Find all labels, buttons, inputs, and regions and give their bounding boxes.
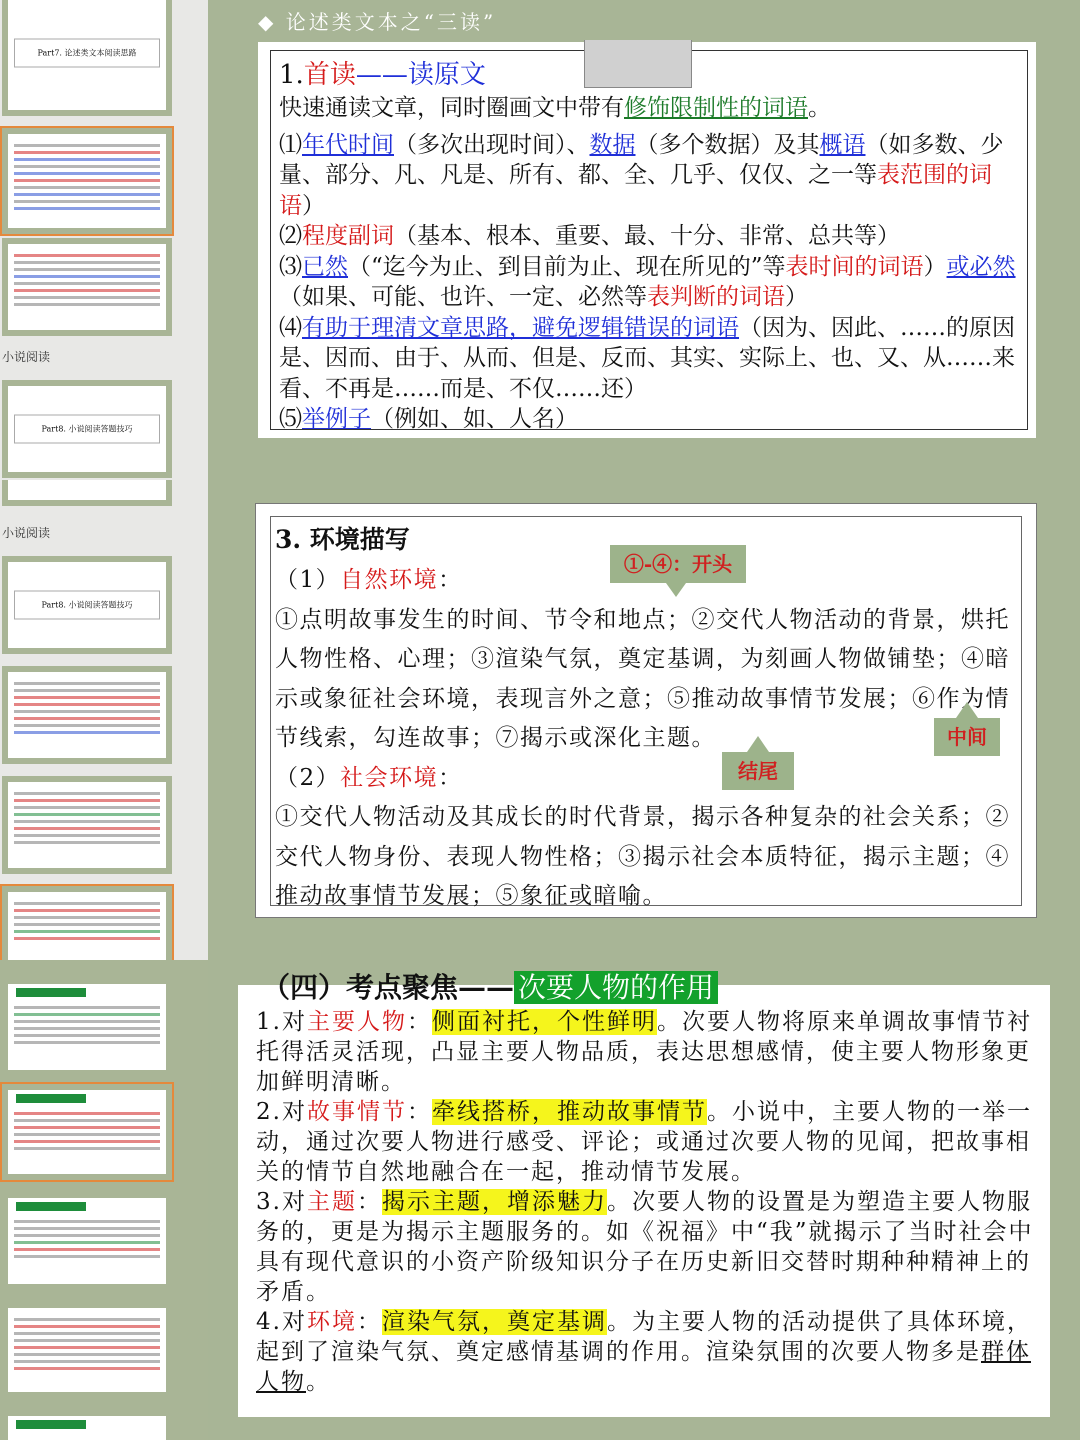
heading-colon: ：	[438, 567, 463, 593]
item-2	[279, 221, 1019, 252]
thumbnail-title: Part8. 小说阅读答题技巧	[14, 415, 160, 444]
point-colon: ：	[406, 1009, 432, 1035]
keyword: 有助于理清文章思路，避免逻辑错误的词语	[302, 314, 739, 341]
heading-label: 自然环境	[340, 567, 439, 593]
slide-thumbnail[interactable]	[2, 776, 172, 874]
item-text: ）	[785, 284, 808, 310]
title-subtitle: 读原文	[407, 60, 486, 90]
social-env-heading	[275, 759, 1017, 799]
point-key: 环境	[306, 1309, 357, 1335]
point-text: 。次要人物将原来单调故事情节衬托得活灵活现，凸显主要人物品质，表达思想感情，使主要人物形象更加鲜明清晰。	[256, 1009, 1032, 1095]
heading-colon: ：	[438, 764, 463, 791]
slide-card-first-reading	[258, 42, 1036, 438]
callout-end: 结尾	[722, 752, 794, 790]
point-key: 主要人物	[306, 1009, 407, 1035]
intro-highlight: 修饰限制性的词语	[624, 95, 808, 121]
slide-thumbnail-selected[interactable]	[2, 128, 172, 234]
point-highlight: 揭示主题，增添魅力	[381, 1189, 607, 1215]
slide-thumbnail[interactable]	[2, 480, 172, 506]
intro-paragraph	[279, 93, 1019, 124]
content-box	[248, 1001, 1046, 1413]
red-keyword: 表时间的词语	[785, 253, 924, 280]
point-number: 3.对	[256, 1189, 307, 1215]
intro-end: 。	[808, 95, 831, 121]
slide-thumbnail[interactable]	[2, 0, 172, 116]
slide-thumbnail[interactable]	[2, 1410, 172, 1440]
item-text: （“迄今为止、到目前为止、现在所见的”等	[348, 253, 786, 280]
section-label: 小说阅读	[2, 350, 51, 364]
intro-text: 快速通读文章，同时圈画文中带有	[279, 95, 624, 121]
item-text: （因为、因此、……的原因是、因而、由于、从而、但是、反而、其实、实际上、也、又、从……来看、不再是……而是、不仅……还）	[279, 314, 1015, 402]
item-text: （多次出现时间）、	[394, 131, 590, 158]
content-box	[270, 50, 1028, 430]
point-highlight: 侧面衬托，个性鲜明	[431, 1009, 657, 1035]
point-number: 4.对	[256, 1309, 307, 1335]
point-colon: ：	[406, 1099, 432, 1125]
item-text: ）	[923, 253, 947, 280]
slide-thumbnail[interactable]	[2, 978, 172, 1076]
slide-header: ◆ 论述类文本之“三读”	[258, 10, 497, 34]
heading-number: （2）	[275, 764, 341, 791]
point-text: 。为主要人物的活动提供了具体环境，起到了渲染气氛、奠定感情基调的作用。渲染氛围的次要人物多是	[256, 1309, 1032, 1365]
item-text: （如果、可能、也许、一定、必然等	[279, 284, 647, 310]
item-number: ⑷	[279, 314, 302, 341]
keyword: 或必然	[946, 253, 1016, 280]
point-underlined: 群体人物	[256, 1339, 1031, 1395]
title-dash: ——	[355, 60, 408, 90]
keyword: 举例子	[302, 406, 371, 430]
slide-thumbnail[interactable]	[2, 238, 172, 336]
thumbnail-title: Part8. 小说阅读答题技巧	[14, 591, 160, 620]
keyword: 年代时间	[302, 131, 394, 158]
item-number: ⑵	[279, 223, 302, 249]
keyword: 已然	[302, 253, 348, 280]
point-highlight: 渲染气氛，奠定基调	[381, 1309, 607, 1335]
item-text: （基本、根本、重要、最、十分、非常、总共等）	[394, 223, 900, 249]
point-colon: ：	[356, 1189, 382, 1215]
item-4	[279, 313, 1019, 405]
keyword: 数据	[589, 131, 636, 158]
point-4	[256, 1307, 1038, 1397]
point-number: 1.对	[256, 1009, 307, 1035]
heading-number: （1）	[275, 567, 341, 593]
red-keyword: 表范围的词语	[279, 162, 992, 219]
item-text: ）	[302, 192, 325, 219]
point-key: 故事情节	[306, 1099, 407, 1125]
item-number: ⑸	[279, 406, 302, 430]
item-text: （多个数据）及其	[635, 131, 820, 158]
title-number: 1.	[279, 60, 304, 90]
point-2	[256, 1097, 1038, 1187]
slide-thumbnail-panel-bottom	[0, 960, 208, 1440]
slide-thumbnail[interactable]	[2, 1302, 172, 1398]
thumbnail-title: Part7. 论述类文本阅读思路	[14, 39, 160, 68]
slide-thumbnail-panel-top	[0, 0, 208, 480]
title-highlight: 次要人物的作用	[514, 971, 718, 1004]
slide-card-secondary-characters	[238, 985, 1050, 1417]
point-highlight: 牵线搭桥，推动故事情节	[431, 1099, 707, 1125]
red-keyword: 表判断的词语	[647, 284, 785, 310]
slide-thumbnail-panel-middle	[0, 480, 208, 960]
point-number: 2.对	[256, 1099, 307, 1125]
point-3	[256, 1187, 1038, 1307]
slide-thumbnail-selected[interactable]	[2, 886, 172, 960]
point-1	[256, 1007, 1038, 1097]
point-colon: ：	[356, 1309, 382, 1335]
slide-thumbnail[interactable]	[2, 1192, 172, 1290]
callout-start: ①-④：开头	[610, 545, 746, 583]
item-text: （如多数、少量、部分、凡、凡是、所有、都、全、几乎、仅仅、之一等	[279, 131, 1004, 188]
keyword: 概语	[819, 131, 866, 158]
section-label: 小说阅读	[2, 526, 51, 540]
title-prefix: （四）考点聚焦——	[262, 971, 515, 1004]
item-3	[279, 252, 1019, 313]
item-5	[279, 404, 1019, 430]
section-title: 3. 环境描写	[275, 525, 410, 554]
item-1	[279, 130, 1019, 222]
slide-thumbnail-selected[interactable]	[2, 1084, 172, 1180]
callout-middle: 中间	[934, 718, 1000, 756]
point-text: 。小说中，主要人物的一举一动，通过次要人物进行感受、评论；或通过次要人物的见闻，把故事相关的情节自然地融合在一起，推动情节发展。	[256, 1099, 1032, 1185]
point-text: 。次要人物的设置是为塑造主要人物服务的，更是为揭示主题服务的。如《祝福》中“我”就揭示了当时社会中具有现代意识的小资产阶级知识分子在历史新旧交替时期种种精神上的矛盾。	[256, 1189, 1034, 1305]
point-key: 主题	[306, 1189, 357, 1215]
slide-thumbnail[interactable]	[2, 666, 172, 764]
heading-label: 社会环境	[340, 764, 439, 791]
slide-thumbnail[interactable]	[2, 380, 172, 478]
item-text: （例如、如、人名）	[371, 406, 578, 430]
natural-env-text: ①点明故事发生的时间、节令和地点；②交代人物活动的背景，烘托人物性格、心理；③渲染气氛，奠定基调，为刻画人物做铺垫；④暗示或象征社会环境，表现言外之意；⑤推动故事情节发展；⑥作为情节线索，勾连故事；⑦揭示或深化主题。	[275, 606, 1010, 751]
item-number: ⑴	[279, 131, 302, 158]
title-keyword: 首读	[303, 60, 356, 90]
slide-thumbnail[interactable]	[2, 556, 172, 654]
item-number: ⑶	[279, 253, 302, 280]
gray-placeholder-shape	[584, 40, 692, 88]
social-env-text: ①交代人物活动及其成长的时代背景，揭示各种复杂的社会关系；②交代人物身份、表现人物性格；③揭示社会本质特征，揭示主题；④推动故事情节发展；⑤象征或暗喻。	[275, 804, 1010, 909]
point-text-end: 。	[306, 1369, 331, 1395]
section-title	[262, 966, 718, 1006]
red-keyword: 程度副词	[302, 223, 394, 249]
